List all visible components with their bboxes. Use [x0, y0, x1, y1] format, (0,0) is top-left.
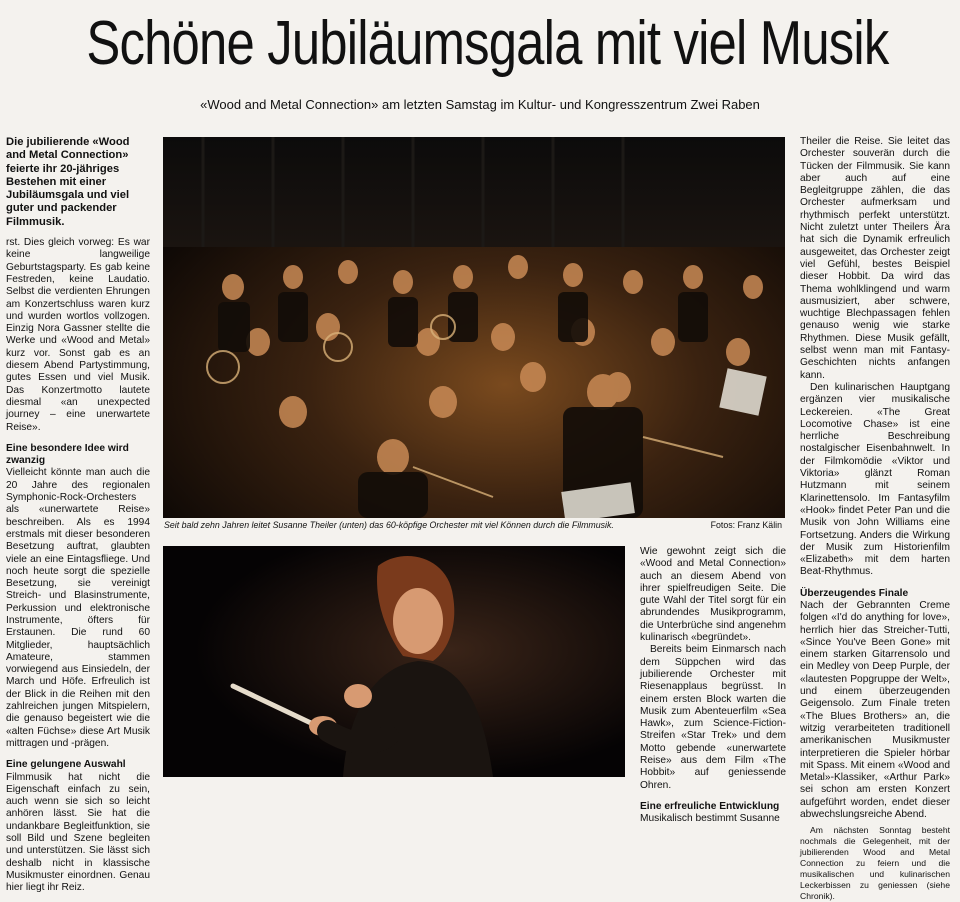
photo-credit: Fotos: Franz Kälin: [710, 520, 782, 530]
paragraph: rst. Dies gleich vorweg: Es war keine langweilige Geburtstagsparty. Es gab keine Festreden, keine Laudatio. Selbst die verdienten Ehrungen am Konzertschluss waren kurz und wurden wortlos vollzogen. Einzig Nora Gassner stellte die Werke und «Wood and Metal» kurz vor. Sonst gab es an diesem Abend Partystimmung, gutes Essen und viel Musik. Das Konzertmotto lautete diesmal «an unexpected journey – eine unerwartete Reise».: [6, 237, 150, 433]
orchestra-photo: [163, 137, 785, 518]
paragraph: Wie gewohnt zeigt sich die «Wood and Metal Connection» auch an diesem Abend von ihrer spielfreudigen Seite. Die gute Wahl der Titel sorgt für ein abrundendes Musikprogramm, die Unterbrüche sind angenehm kulinarisch «begründet».: [640, 546, 786, 644]
column-1: [6, 136, 150, 895]
lead-paragraph: Die jubilierende «Wood and Metal Connection» feierte ihr 20-jähriges Bestehen mit einer Jubiläumsgala und viel guter und packender Filmmusik.: [6, 136, 130, 228]
paragraph: Den kulinarischen Hauptgang ergänzen vier musikalische Leckereien. «The Great Locomotive Chase» ist eine herrliche Beschreibung nostalgischer Eisenbahnwelt. In der Filmkomödie «Viktor und Viktoria» glänzt Roman Hutzmann mit seinem Klarinettensolo. Im Fantasyfilm «Hook» findet Peter Pan und die Musik von John Williams eine Fortsetzung. Anders die Wirkung der Musik zum Historienfilm «Elizabeth» mit dem harten Beat-Rhythmus.: [800, 381, 950, 578]
paragraph: Vielleicht könnte man auch die 20 Jahre des regionalen Symphonic-Rock-Orchesters als «unerwartete Reise» beschreiben. Als es 1994 erstmals mit dieser besonderen Besetzung auftrat, glaubten viele an eine Eintagsfliege. Und noch heute sorgt die spezielle Besetzung, sie vereinigt Streich- und Blasinstrumente, Perkussion und elektronische Instrumente, öfters für Erstaunen. Die rund 60 Mitglieder, hauptsächlich Amateure, stammen vorwiegend aus Einsiedeln, der March und Höfe. Erfreulich ist der Blick in die Reihen mit den zahlreichen jungen Mitspielern, die genauso begeistert wie die «alten Füchse» diese Art Musik mittragen und -prägen.: [6, 467, 150, 749]
conductor-photo: [163, 546, 625, 777]
section-heading: Eine erfreuliche Entwicklung: [640, 800, 780, 812]
column-4: [800, 136, 950, 902]
section-heading: Eine gelungene Auswahl: [6, 759, 126, 771]
subheadline: «Wood and Metal Connection» am letzten Samstag im Kultur- und Kongresszentrum Zwei Raben: [200, 97, 760, 112]
paragraph: Bereits beim Einmarsch nach dem Süppchen wird das jubilierende Orchester mit Riesenapplaus begrüsst. In einem ersten Block warten die Musik zum Abenteuerfilm «Sea Hawk», zum Science-Fiction-Streifen «Star Trek» und dem Motto gebende «unerwartete Reise» aus dem Film «The Hobbit» auf geniessende Ohren.: [640, 644, 786, 791]
paragraph: Musikalisch bestimmt Susanne: [640, 813, 780, 825]
section-heading: Überzeugendes Finale: [800, 587, 909, 599]
caption-text: Seit bald zehn Jahren leitet Susanne Theiler (unten) das 60-köpfige Orchester mit viel Können durch die Filmmusik.: [164, 520, 614, 530]
closing-note: Am nächsten Sonntag besteht nochmals die Gelegenheit, mit der jubilierenden Wood and Metal Connection zu feiern und die musikalischen und kulinarischen Leckerbissen zu geniessen (siehe Chronik).: [800, 825, 950, 902]
section-heading: Eine besondere Idee wird zwanzig: [6, 442, 129, 467]
headline: Schöne Jubiläumsgala mit viel Musik: [86, 9, 889, 78]
paragraph: Theiler die Reise. Sie leitet das Orchester souverän durch die Tücken der Filmmusik. Sie kann aber auch auf eine Begleitgruppe zählen, die das Orchester aufmerksam und rhythmisch perfekt unterstützt. Nicht zuletzt unter Theilers Ära hat sich die Dynamik erfreulich ausgeweitet, das Orchester zeigt viel Gefühl, bestes Beispiel dieser Hobbit. Da wird das Thema wohlklingend und warm ausmusiziert, aber schwere, wuchtige Blechpassagen fehlen genauso wenig wie starke Rhythmen. Diese Musik gefällt, selbst wenn man mit Fantasy-Geschichten nichts anfangen kann.: [800, 136, 950, 381]
paragraph: Nach der Gebrannten Creme folgen «I'd do anything for love», herrlich hier das Streicher-Tutti, «Since You've Been Gone» mit einem starken Gitarrensolo und ein Medley von Deep Purple, der «lautesten Popgruppe der Welt», und einem überzeugenden Geigensolo. Zum Finale treten «The Blues Brothers» an, die witzig verarbeiteten traditionell amerikanischen Musikmuster interpretieren die Spieler hörbar mit Spass. Mit einem «Wood and Metal»-Klassiker, «Arthur Park» sei schon am ersten Konzert aufgeführt worden, endet dieser abwechslungsreiche Abend.: [800, 599, 950, 821]
photo-caption: [164, 520, 786, 531]
column-3: [640, 546, 786, 826]
paragraph: Filmmusik hat nicht die Eigenschaft einfach zu sein, auch wenn sie sich so leicht anhören lässt. Sie hat die undankbare Begleitfunktion, sie soll Bild und Szene begleiten und unterstützen. Sie lässt sich deshalb nicht in klassische Musikmuster einordnen. Genau hier liegt ihr Reiz.: [6, 771, 150, 894]
